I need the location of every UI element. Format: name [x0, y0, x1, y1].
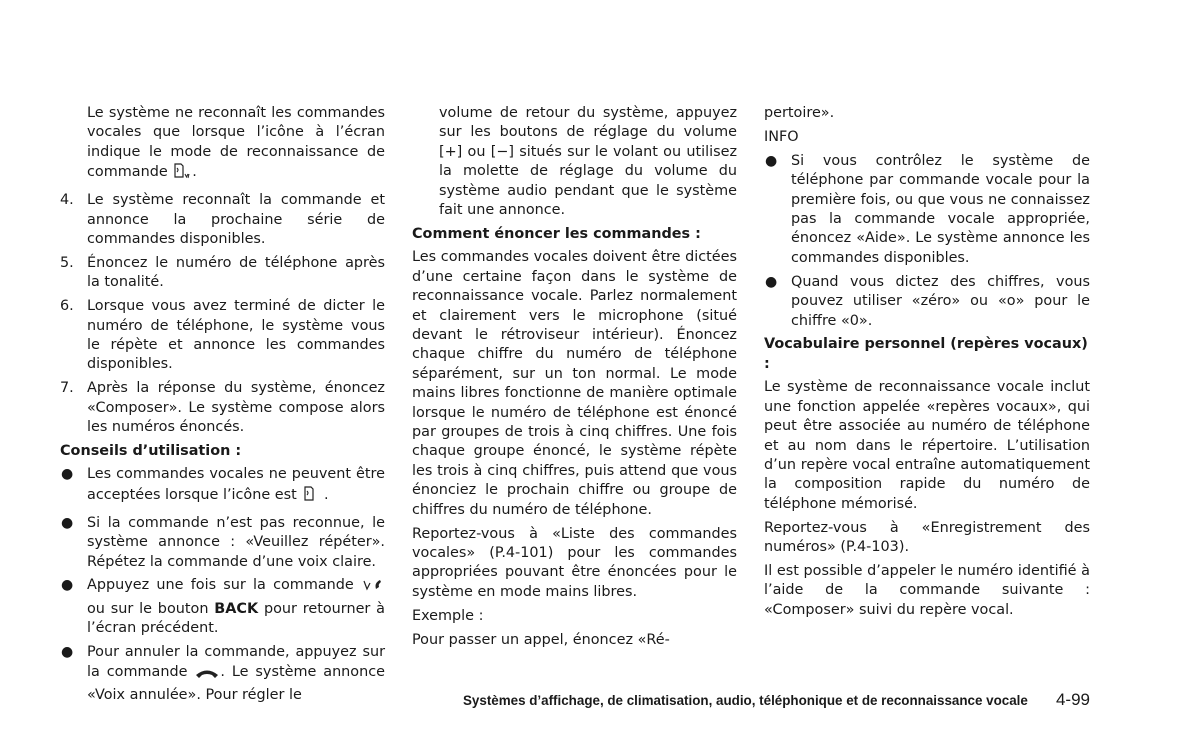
section-title: Systèmes d’affichage, de climatisation, audio, téléphonique et de reconnaissance vocale	[463, 693, 1028, 708]
step-7: 7. Après la réponse du système, énoncez «Composer». Le système compose alors les numéros énoncés.	[60, 380, 385, 436]
vocab-heading: Vocabulaire personnel (repères vocaux) :	[764, 336, 1088, 372]
vocab-paragraph-1: Le système de reconnaissance vocale inclut une fonction appelée «repères vocaux», qui peut être associée au numéro de téléphone et au nom dans le répertoire. L’utilisation d’un repère vocal entraîne automatiquement la composition rapide du numéro de téléphone mémorisé.	[764, 379, 1090, 512]
tip-4: ● Pour annuler la commande, appuyez sur la commande . Le système annonce «Voix annulée». Pour régler le	[61, 644, 385, 703]
back-button-label: BACK	[214, 600, 259, 617]
bullet-icon: ●	[765, 152, 778, 169]
talk-pickup-icon	[361, 577, 385, 599]
repertoire-continuation: pertoire».	[764, 105, 835, 121]
info-item-1: ● Si vous contrôlez le système de téléphone par commande vocale pour la première fois, ou que vous ne connaissez pas la commande vocale appropriée, énoncez «Aide». Le système annonce les commandes disponibles.	[765, 152, 1090, 266]
how-paragraph-1: Les commandes vocales doivent être dictées d’une certaine façon dans le système de reconnaissance vocale. Parlez normalement et clairement vers le microphone (situé devant le rétroviseur intérieur). Énoncez chaque chiffre du numéro de téléphone séparément, sur un ton normal. Le mode mains libres fonctionne de manière optimale lorsque le numéro de téléphone est énoncé par groupes de trois à cinq chiffres. Une fois chaque groupe énoncé, le système répète les trois à cinq chiffres, puis attend que vous énonciez le prochain chiffre ou groupe de chiffres du numéro de téléphone.	[412, 249, 737, 518]
info-item-2: ● Quand vous dictez des chiffres, vous pouvez utiliser «zéro» ou «o» pour le chiffre «0».	[765, 273, 1090, 329]
tip-1: ● Les commandes vocales ne peuvent être acceptées lorsque l’icône est .	[60, 465, 385, 509]
intro-paragraph: Le système ne reconnaît les commandes vocales que lorsque l’icône à l’écran indique le mode de reconnaissance de commande .	[60, 104, 385, 187]
info-label: INFO	[764, 128, 799, 145]
bullet-icon: ●	[61, 644, 74, 661]
step-5: 5. Énoncez le numéro de téléphone après la tonalité.	[60, 254, 385, 291]
example-text: Pour passer un appel, énoncez «Ré-	[412, 631, 670, 648]
voice-inactive-icon	[301, 485, 319, 509]
tip-3: ● Appuyez une fois sur la commande ou sur le bouton BACK pour retourner à l’écran précédent.	[61, 577, 386, 637]
step-6: 6. Lorsque vous avez terminé de dicter le numéro de téléphone, le système vous le répète et annonce les commandes disponibles.	[60, 298, 385, 373]
how-paragraph-2: Reportez-vous à «Liste des commandes vocales» (P.4-101) pour les commandes appropriées pouvant être énoncées pour le système en mode mains libres.	[412, 525, 737, 600]
bullet-icon: ●	[61, 577, 74, 594]
page-number: 4-99	[1055, 690, 1090, 709]
bullet-icon: ●	[61, 514, 74, 531]
voice-command-mode-icon	[172, 162, 192, 186]
column-left	[60, 104, 385, 710]
column-right	[764, 104, 1090, 625]
bullet-icon: ●	[61, 466, 74, 483]
example-label: Exemple :	[412, 607, 484, 624]
column-middle	[412, 104, 737, 654]
vocab-paragraph-3: Il est possible d’appeler le numéro identifié à l’aide de la commande suivante : «Composer» suivi du repère vocal.	[764, 562, 1090, 618]
tip-2: ● Si la commande n’est pas reconnue, le système annonce : «Veuillez répéter». Répétez la commande d’une voix claire.	[61, 514, 385, 570]
step-4: 4. Le système reconnaît la commande et annonce la prochaine série de commandes disponibles.	[60, 192, 385, 247]
bullet-icon: ●	[765, 273, 778, 290]
vocab-paragraph-2: Reportez-vous à «Enregistrement des numéros» (P.4-103).	[764, 519, 1090, 556]
tips-heading: Conseils d’utilisation :	[60, 443, 242, 459]
page-footer	[463, 690, 1090, 710]
volume-continuation: volume de retour du système, appuyez sur les boutons de réglage du volume [+] ou [−] situés sur le volant ou utilisez la molette de réglage du volume du système audio pendant que le système fait une annonce.	[439, 105, 737, 219]
how-heading: Comment énoncer les commandes :	[412, 225, 701, 242]
phone-hangup-icon	[194, 666, 220, 686]
